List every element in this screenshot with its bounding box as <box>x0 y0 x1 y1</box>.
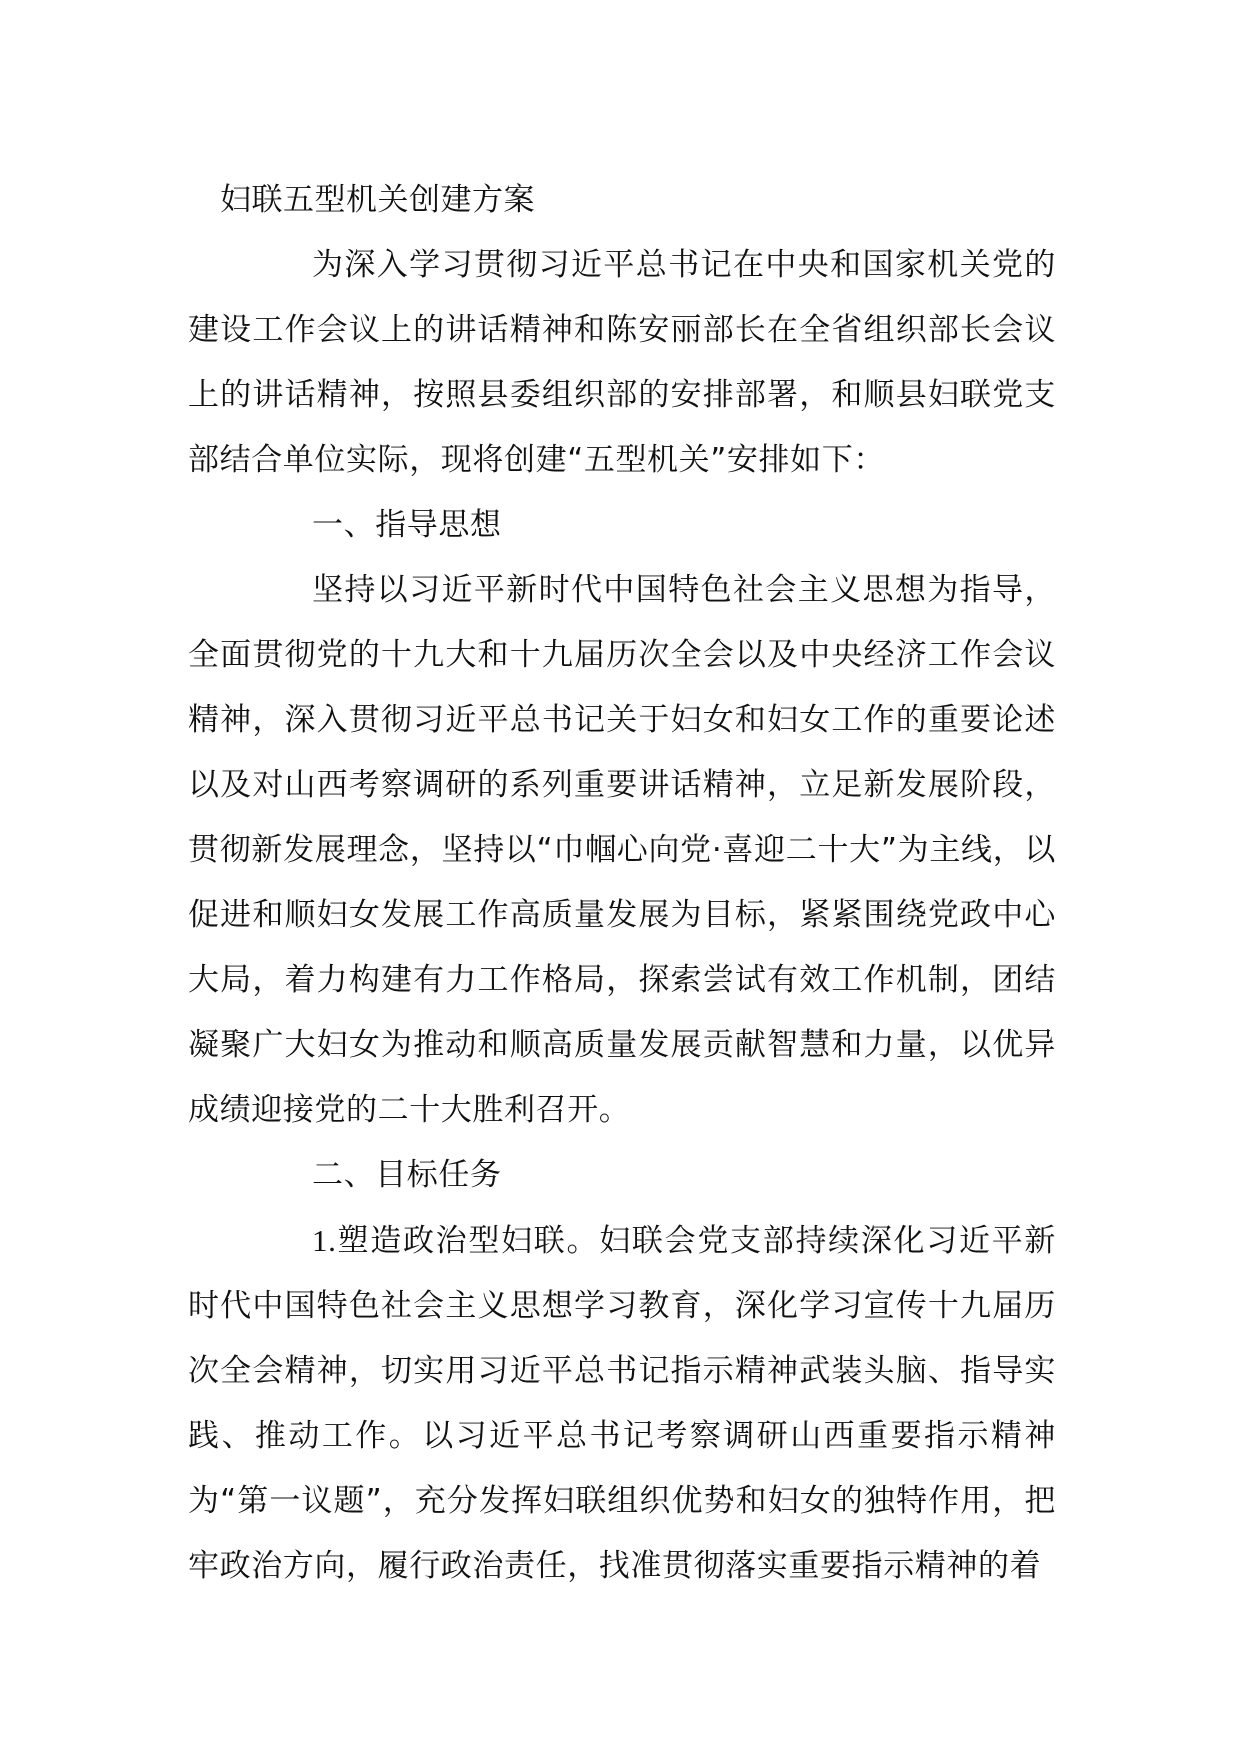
document-title: 妇联五型机关创建方案 <box>220 182 535 218</box>
goal-item-1-paragraph <box>188 1208 1056 1599</box>
section-heading-goals-tasks: 二、目标任务 <box>312 1157 502 1193</box>
section-heading-guiding-ideology: 一、指导思想 <box>312 507 502 543</box>
intro-paragraph: 为深入学习贯彻习近平总书记在中央和国家机关党的建设工作会议上的讲话精神和陈安丽部长在全省组织部长会议上的讲话精神，按照县委组织部的安排部署，和顺县妇联党支部结合单位实际，现将创建“五型机关”安排如下： <box>188 247 1056 478</box>
guiding-ideology-paragraph: 坚持以习近平新时代中国特色社会主义思想为指导，全面贯彻党的十九大和十九届历次全会以及中央经济工作会议精神，深入贯彻习近平总书记关于妇女和妇女工作的重要论述以及对山西考察调研的系列重要讲话精神，立足新发展阶段，贯彻新发展理念，坚持以“巾帼心向党·喜迎二十大”为主线，以促进和顺妇女发展工作高质量发展为目标，紧紧围绕党政中心大局，着力构建有力工作格局，探索尝试有效工作机制，团结凝聚广大妇女为推动和顺高质量发展贡献智慧和力量，以优异成绩迎接党的二十大胜利召开。 <box>188 572 1056 1128</box>
goal-item-1-number: 1. <box>312 1223 337 1258</box>
document-body <box>188 168 1056 1599</box>
goal-item-1-text: 塑造政治型妇联。妇联会党支部持续深化习近平新时代中国特色社会主义思想学习教育，深化学习宣传十九届历次全会精神，切实用习近平总书记指示精神武装头脑、指导实践、推动工作。以习近平总书记考察调研山西重要指示精神为“第一议题”，充分发挥妇联组织优势和妇女的独特作用，把牢政治方向，履行政治责任，找准贯彻落实重要指示精神的着 <box>188 1223 1056 1584</box>
